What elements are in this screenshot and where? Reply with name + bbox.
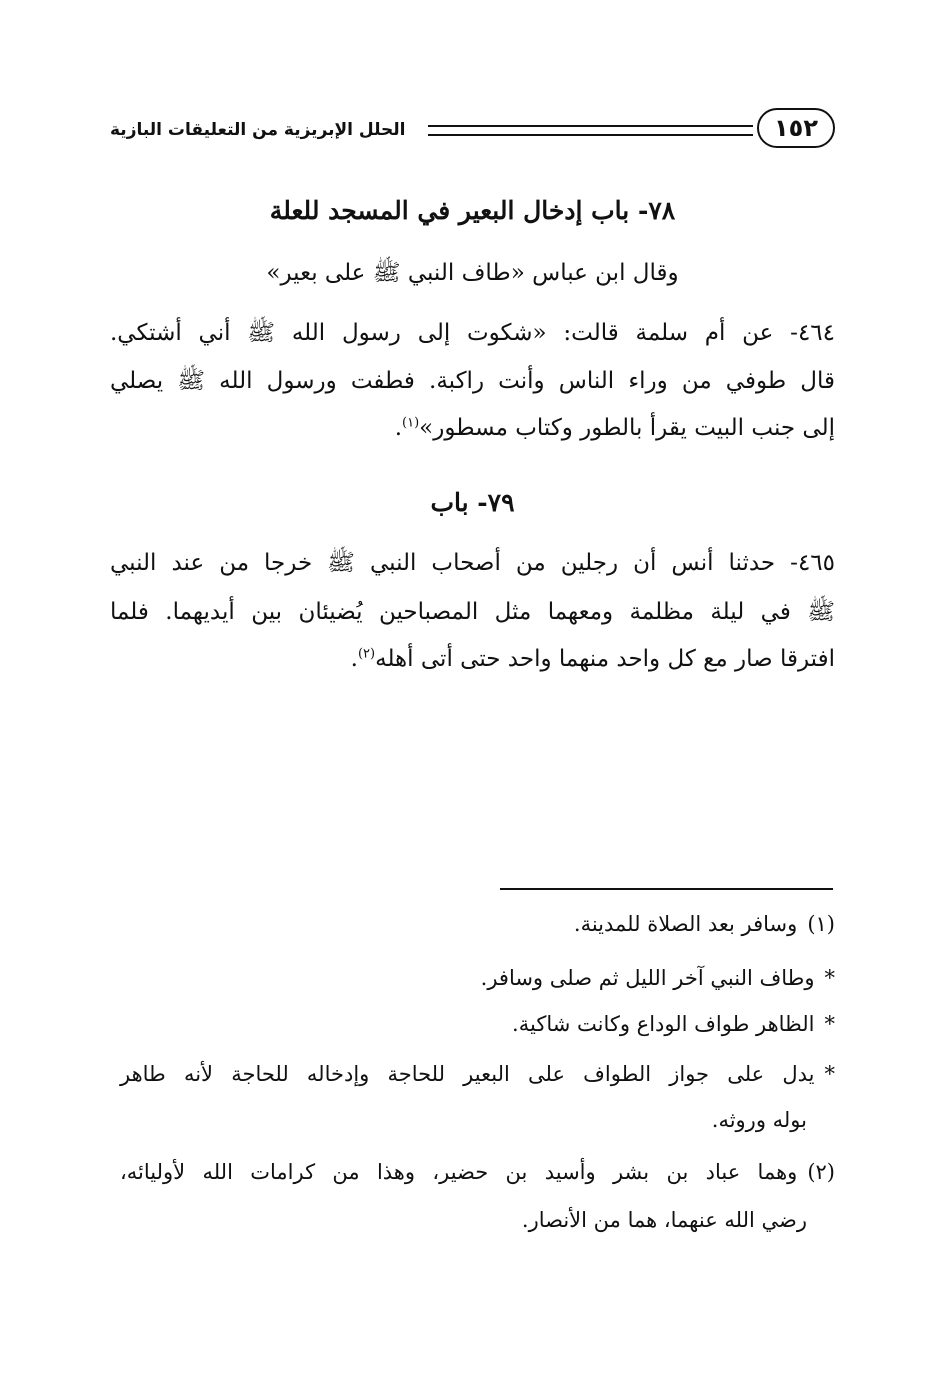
hadith-464-end: . — [394, 415, 402, 441]
bullet-star-icon: * — [824, 966, 835, 990]
footnote-bullet-3-continued: بوله وروثه. — [711, 1108, 807, 1132]
hadith-464-text: إلى جنب البيت يقرأ بالطور وكتاب مسطور» — [419, 415, 835, 441]
footnote-1-marker: (١) — [807, 912, 835, 936]
footnote-bullet-3-text: يدل على جواز الطواف على البعير للحاجة وإدخاله للحاجة لأنه طاهر — [120, 1062, 815, 1086]
header-double-rule — [428, 125, 753, 136]
hadith-465-text: افترقا صار مع كل واحد منهما واحد حتى أتى أهله — [375, 646, 835, 672]
bullet-star-icon: * — [824, 1062, 835, 1086]
bullet-star-icon: * — [824, 1012, 835, 1036]
hadith-465-end: . — [350, 646, 358, 672]
hadith-465-line-3 — [110, 646, 835, 672]
footnote-2-marker: (٢) — [807, 1160, 835, 1184]
footnote-bullet-2 — [120, 1012, 835, 1036]
footnote-bullet-1-text: وطاف النبي آخر الليل ثم صلى وسافر. — [480, 966, 815, 990]
footnote-bullet-3 — [120, 1062, 835, 1086]
footnote-1 — [120, 912, 835, 936]
hadith-464-line-1: ٤٦٤- عن أم سلمة قالت: «شكوت إلى رسول الله ﷺ أني أشتكي. — [110, 320, 835, 346]
chapter-79-heading: ٧٩- باب — [430, 488, 515, 517]
hadith-464-line-3 — [110, 415, 835, 441]
hadith-464-line-2: قال طوفي من وراء الناس وأنت راكبة. فطفت ورسول الله ﷺ يصلي — [110, 368, 835, 394]
footnote-ref-2: (٢) — [357, 646, 376, 662]
footnote-2-text: وهما عباد بن بشر وأسيد بن حضير، وهذا من كرامات الله لأوليائه، — [120, 1160, 798, 1184]
page-number: ١٥٢ — [757, 108, 835, 148]
hadith-465-line-2: ﷺ في ليلة مظلمة ومعهما مثل المصباحين يُضيئان بين أيديهما. فلما — [110, 599, 835, 625]
footnote-1-text: وسافر بعد الصلاة للمدينة. — [573, 912, 798, 936]
running-header — [110, 108, 835, 158]
footnote-2-continued: رضي الله عنهما، هما من الأنصار. — [521, 1208, 807, 1232]
chapter-78-heading: ٧٨- باب إدخال البعير في المسجد للعلة — [269, 196, 676, 225]
footnote-bullet-2-text: الظاهر طواف الوداع وكانت شاكية. — [512, 1012, 815, 1036]
footnote-2 — [120, 1160, 835, 1184]
footnote-separator — [500, 888, 833, 890]
footnote-bullet-1 — [120, 966, 835, 990]
footnote-ref-1: (١) — [402, 415, 420, 431]
book-title: الحلل الإبريزية من التعليقات البازية — [110, 120, 406, 140]
hadith-465-line-1: ٤٦٥- حدثنا أنس أن رجلين من أصحاب النبي ﷺ خرجا من عند النبي — [110, 550, 835, 576]
chapter-78-intro: وقال ابن عباس «طاف النبي ﷺ على بعير» — [266, 260, 679, 286]
